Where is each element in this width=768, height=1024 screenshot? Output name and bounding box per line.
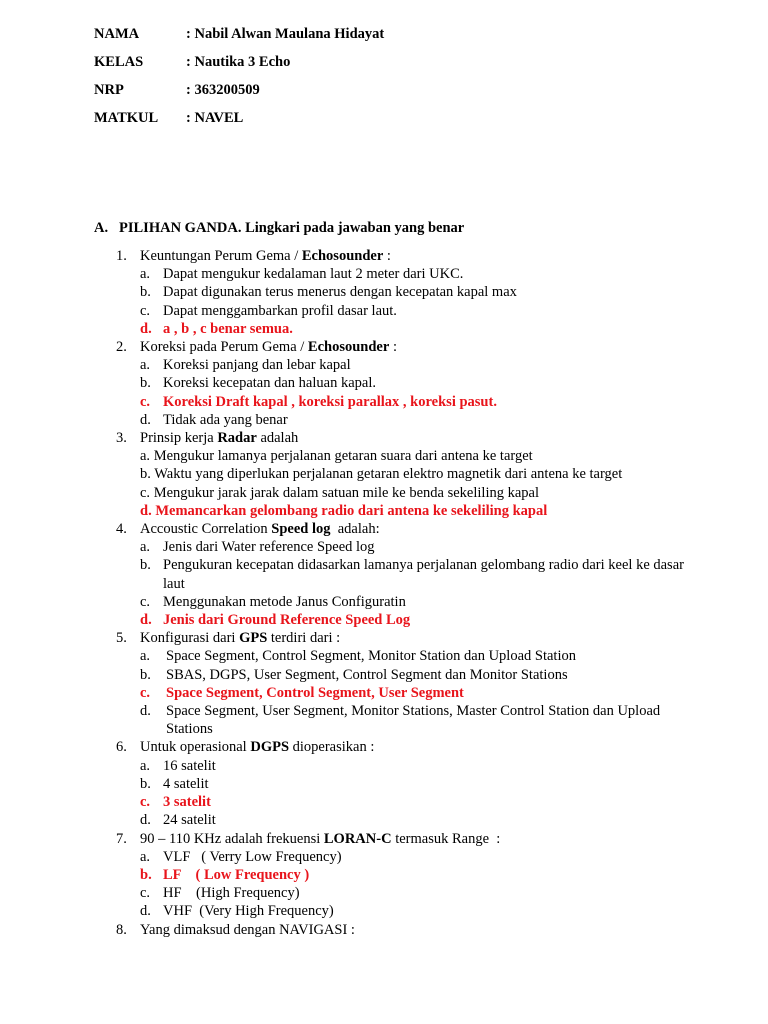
- answer-option-letter: a.: [140, 448, 151, 465]
- answer-option-text: 16 satelit: [163, 757, 216, 774]
- answer-option-text: [0, 502, 768, 520]
- answer-option-letter: d.: [140, 411, 151, 428]
- info-row-kelas: [94, 52, 384, 80]
- answer-option-a[interactable]: [0, 538, 768, 556]
- question-text-post: dioperasikan :: [289, 739, 375, 756]
- answer-option-text: Koreksi kecepatan dan haluan kapal.: [163, 375, 376, 392]
- answer-option-letter: b.: [140, 375, 151, 392]
- answer-option-c[interactable]: [0, 684, 768, 702]
- question-keyword: LORAN-C: [323, 830, 392, 847]
- answer-option-text: Space Segment, Control Segment, User Segment: [166, 684, 464, 701]
- answer-option-a[interactable]: [0, 647, 768, 665]
- question-stem: [0, 921, 768, 939]
- answer-option-letter: b.: [140, 775, 151, 792]
- answer-option-d[interactable]: [0, 902, 768, 920]
- question-number: 7.: [116, 830, 127, 847]
- answer-option-letter: d.: [140, 612, 152, 629]
- question-text: [140, 521, 380, 537]
- answer-option-letter: c.: [140, 393, 151, 410]
- question-stem: [0, 629, 768, 647]
- answer-option-letter: b.: [140, 666, 151, 683]
- answer-option-b[interactable]: [0, 465, 768, 483]
- answer-option-text: 3 satelit: [163, 794, 211, 811]
- answer-option-b[interactable]: [0, 866, 768, 884]
- answer-option-text: SBAS, DGPS, User Segment, Control Segment dan Monitor Stations: [166, 666, 568, 683]
- question-stem: [0, 429, 768, 447]
- answer-option-label: Mengukur jarak jarak dalam satuan mile ke benda sekeliling kapal: [153, 484, 540, 501]
- question-text-pre: Yang dimaksud dengan NAVIGASI :: [140, 921, 355, 938]
- info-label: KELAS: [94, 54, 144, 70]
- question-text-post: :: [383, 248, 391, 264]
- answer-option-c[interactable]: [0, 393, 768, 411]
- answer-option-label: Memancarkan gelombang radio dari antena ke sekeliling kapal: [155, 502, 548, 519]
- question-4: [0, 520, 768, 629]
- answer-option-b[interactable]: [0, 283, 768, 301]
- answer-option-b[interactable]: [0, 775, 768, 793]
- answer-option-c[interactable]: [0, 884, 768, 902]
- question-text-pre: Koreksi pada Perum Gema /: [140, 339, 308, 356]
- question-keyword: Radar: [217, 430, 257, 447]
- info-label: MATKUL: [94, 110, 159, 126]
- answer-option-text: [0, 484, 768, 502]
- question-keyword: Speed log: [271, 521, 331, 538]
- answer-option-c[interactable]: [0, 593, 768, 611]
- answer-option-text: Space Segment, Control Segment, Monitor Station dan Upload Station: [166, 648, 576, 665]
- answer-option-letter: a.: [140, 357, 151, 374]
- question-5: [0, 629, 768, 738]
- question-number: 2.: [116, 339, 127, 356]
- question-text-post: terdiri dari :: [267, 630, 341, 647]
- answer-option-d[interactable]: [0, 411, 768, 429]
- section-heading: [94, 220, 464, 237]
- answer-option-letter: a.: [140, 539, 151, 556]
- answer-option-a[interactable]: [0, 356, 768, 374]
- question-stem: [0, 830, 768, 848]
- question-keyword: DGPS: [250, 739, 290, 756]
- answer-option-text: Space Segment, User Segment, Monitor Stations, Master Control Station dan Upload Stations: [166, 703, 664, 738]
- question-text-pre: 90 – 110 KHz adalah frekuensi: [140, 830, 324, 847]
- answer-option-text: Jenis dari Water reference Speed log: [163, 539, 375, 556]
- answer-option-text: Pengukuran kecepatan didasarkan lamanya perjalanan gelombang radio dari keel ke dasar laut: [163, 557, 688, 592]
- question-number: 4.: [116, 521, 127, 538]
- answer-option-letter: c.: [140, 885, 151, 902]
- answer-option-text: LF ( Low Frequency ): [163, 866, 310, 883]
- question-list: [0, 247, 768, 939]
- question-number: 3.: [116, 430, 127, 447]
- answer-option-letter: d.: [140, 703, 151, 720]
- answer-option-letter: c.: [140, 794, 151, 811]
- question-text: [140, 339, 397, 355]
- question-text-pre: Untuk operasional: [140, 739, 251, 756]
- answer-option-text: Koreksi panjang dan lebar kapal: [163, 357, 351, 374]
- answer-option-text: VHF (Very High Frequency): [163, 903, 334, 920]
- question-1: [0, 247, 768, 338]
- answer-option-d[interactable]: [0, 320, 768, 338]
- student-info: [94, 24, 384, 136]
- answer-option-letter: d.: [140, 320, 152, 337]
- answer-option-label: Mengukur lamanya perjalanan getaran suara dari antena ke target: [153, 448, 533, 465]
- answer-option-a[interactable]: [0, 265, 768, 283]
- answer-option-letter: c.: [140, 684, 151, 701]
- answer-option-letter: a.: [140, 266, 151, 283]
- question-keyword: Echosounder: [301, 248, 384, 264]
- question-text-pre: Prinsip kerja: [140, 430, 218, 447]
- question-6: [0, 738, 768, 829]
- info-label: NRP: [94, 82, 124, 98]
- answer-option-text: Menggunakan metode Janus Configuratin: [163, 593, 406, 610]
- answer-option-text: a , b , c benar semua.: [163, 320, 293, 337]
- answer-option-letter: b.: [140, 284, 151, 301]
- question-keyword: GPS: [239, 630, 268, 647]
- question-stem: [0, 338, 768, 356]
- info-value: : 363200509: [186, 82, 260, 98]
- question-keyword: Echosounder: [307, 339, 390, 356]
- answer-option-letter: a.: [140, 757, 151, 774]
- question-7: [0, 830, 768, 921]
- question-text-pre: Keuntungan Perum Gema /: [140, 248, 302, 264]
- answer-option-text: Dapat digunakan terus menerus dengan kecepatan kapal max: [163, 284, 517, 301]
- question-text-post: :: [389, 339, 397, 356]
- question-text: [140, 831, 500, 847]
- answer-option-text: Dapat menggambarkan profil dasar laut.: [163, 302, 397, 319]
- question-number: 6.: [116, 739, 127, 756]
- section-title: PILIHAN GANDA. Lingkari pada jawaban yang benar: [119, 220, 465, 236]
- question-text: [140, 430, 298, 446]
- answer-option-letter: d.: [140, 812, 151, 829]
- info-row-matkul: [94, 108, 384, 136]
- answer-option-letter: c.: [140, 302, 151, 319]
- answer-option-c[interactable]: [0, 793, 768, 811]
- answer-option-text: Tidak ada yang benar: [163, 411, 288, 428]
- question-text: [140, 248, 391, 264]
- answer-option-text: VLF ( Verry Low Frequency): [163, 848, 342, 865]
- question-text-post: adalah: [256, 430, 299, 447]
- answer-option-text: Jenis dari Ground Reference Speed Log: [163, 612, 411, 629]
- info-row-nrp: [94, 80, 384, 108]
- answer-option-text: HF (High Frequency): [163, 885, 300, 902]
- answer-option-a[interactable]: [0, 757, 768, 775]
- answer-option-a[interactable]: [0, 848, 768, 866]
- answer-option-letter: b.: [140, 866, 152, 883]
- info-value: : NAVEL: [186, 110, 243, 126]
- info-label: NAMA: [94, 26, 140, 42]
- question-number: 5.: [116, 630, 127, 647]
- answer-option-label: Waktu yang diperlukan perjalanan getaran elektro magnetik dari antena ke target: [154, 466, 623, 483]
- answer-option-b[interactable]: [0, 666, 768, 684]
- answer-option-d[interactable]: [0, 502, 768, 520]
- info-row-nama: [94, 24, 384, 52]
- question-2: [0, 338, 768, 429]
- answer-option-d[interactable]: [0, 702, 768, 738]
- answer-option-letter: a.: [140, 848, 151, 865]
- question-text: [140, 630, 340, 646]
- answer-option-b[interactable]: [0, 556, 768, 592]
- info-value: : Nabil Alwan Maulana Hidayat: [186, 26, 384, 42]
- answer-option-text: Koreksi Draft kapal , koreksi parallax , koreksi pasut.: [163, 393, 497, 410]
- answer-option-text: [0, 465, 768, 483]
- answer-option-letter: c.: [140, 593, 151, 610]
- question-number: 8.: [116, 921, 127, 938]
- answer-option-text: 24 satelit: [163, 812, 216, 829]
- question-text: [140, 922, 355, 938]
- question-text-post: termasuk Range :: [391, 830, 501, 847]
- answer-option-text: 4 satelit: [163, 775, 209, 792]
- question-3: [0, 429, 768, 520]
- answer-option-text: [0, 447, 768, 465]
- question-text-pre: Konfigurasi dari: [140, 630, 240, 647]
- question-text-pre: Accoustic Correlation: [140, 521, 272, 538]
- answer-option-a[interactable]: [0, 447, 768, 465]
- question-text: [140, 739, 374, 755]
- info-value: : Nautika 3 Echo: [186, 54, 290, 70]
- answer-option-c[interactable]: [0, 484, 768, 502]
- answer-option-letter: c.: [140, 484, 151, 501]
- section-letter: A.: [94, 220, 109, 236]
- answer-option-letter: b.: [140, 557, 151, 574]
- question-number: 1.: [116, 248, 127, 264]
- answer-option-c[interactable]: [0, 302, 768, 320]
- answer-option-d[interactable]: [0, 811, 768, 829]
- question-stem: [0, 247, 768, 265]
- question-stem: [0, 520, 768, 538]
- question-text-post: adalah:: [330, 521, 380, 538]
- answer-option-letter: d.: [140, 903, 151, 920]
- answer-option-b[interactable]: [0, 374, 768, 392]
- answer-option-d[interactable]: [0, 611, 768, 629]
- question-stem: [0, 738, 768, 756]
- answer-option-letter: a.: [140, 648, 151, 665]
- answer-option-letter: d.: [140, 502, 152, 519]
- answer-option-letter: b.: [140, 466, 151, 483]
- answer-option-text: Dapat mengukur kedalaman laut 2 meter dari UKC.: [163, 266, 464, 283]
- question-8: [0, 921, 768, 939]
